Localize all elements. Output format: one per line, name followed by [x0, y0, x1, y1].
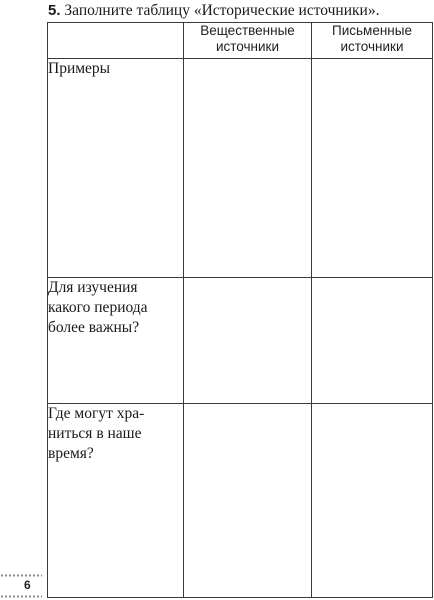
- answer-cell-storage-material[interactable]: [184, 404, 312, 598]
- task-instruction: Заполните таблицу «Исторические источники».: [64, 2, 380, 19]
- task-number: 5.: [48, 2, 61, 19]
- header-corner-cell: [48, 23, 184, 59]
- task-heading: [48, 0, 379, 22]
- table-row: [48, 278, 433, 404]
- sources-table-container: [47, 22, 432, 597]
- page-number: 6: [24, 578, 31, 592]
- row-label-examples: Примеры: [48, 59, 184, 278]
- answer-cell-period-material[interactable]: [184, 278, 312, 404]
- row-label-period: Для изучения какого периода более важны?: [48, 278, 184, 404]
- row-label-storage: Где могут хра- ниться в наше время?: [48, 404, 184, 598]
- header-material-sources-label: Вещественные источники: [200, 23, 295, 54]
- answer-cell-examples-written[interactable]: [312, 59, 433, 278]
- table-header-row: [48, 23, 433, 59]
- answer-cell-storage-written[interactable]: [312, 404, 433, 598]
- header-written-sources: [312, 23, 433, 59]
- answer-cell-period-written[interactable]: [312, 278, 433, 404]
- header-written-sources-label: Письменные источники: [332, 23, 412, 54]
- page-dots-bottom: [0, 595, 42, 598]
- header-material-sources: [184, 23, 312, 59]
- table-row: [48, 59, 433, 278]
- table-row: [48, 404, 433, 598]
- historical-sources-table: [47, 22, 433, 598]
- page-dots-top: [0, 574, 42, 577]
- answer-cell-examples-material[interactable]: [184, 59, 312, 278]
